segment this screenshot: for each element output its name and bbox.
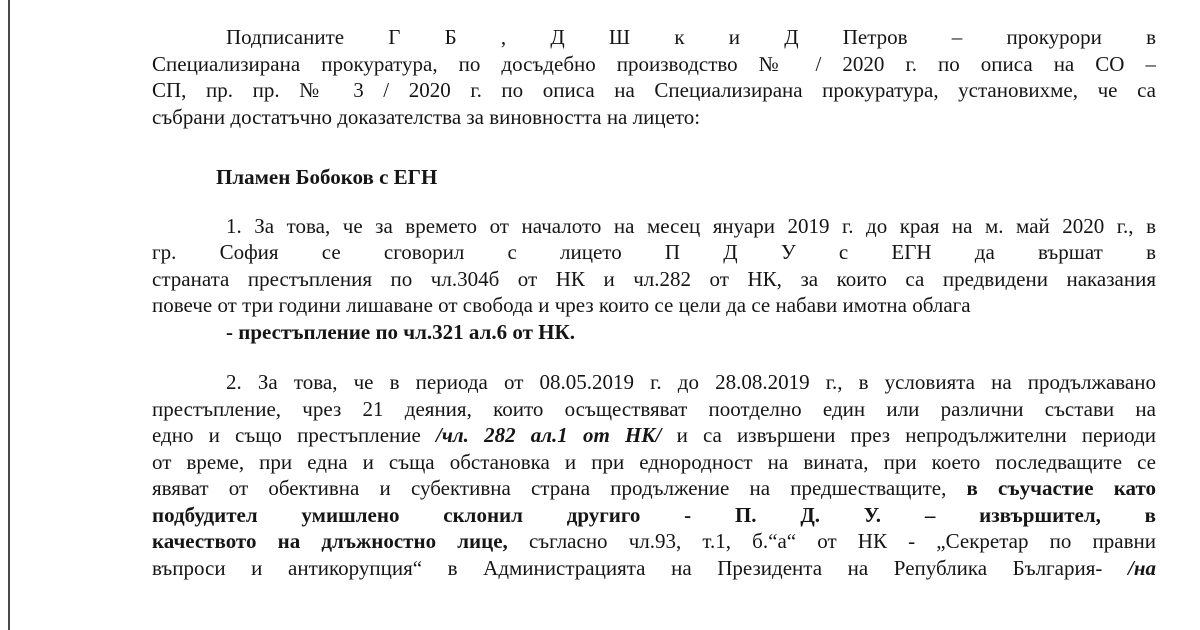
item2-line-8-text-a: въпроси и антикорупция“ в Администрацията на Президента на Република България-: [152, 555, 1128, 580]
item2-line-5: [152, 475, 1156, 502]
item1-line-1: 1. За това, че за времето от началото на месец януари 2019 г. до края на м. май 2020 г., в: [226, 213, 1156, 238]
item2-line-7: [152, 528, 1156, 555]
item2-line-8: [152, 555, 1156, 582]
item2-line-7-text-b: съгласно чл.93, т.1, б.“а“ от НК - „Секретар по правни: [507, 529, 1156, 553]
charge-item-1: [152, 213, 1156, 346]
item1-line-3: страната престъпления по чл.304б от НК и чл.282 от НК, за които са предвидени наказания: [152, 266, 1156, 291]
intro-line-2: Специализирана прокуратура, по досъдебно производство № / 2020 г. по описа на СО –: [152, 51, 1156, 76]
item1-line-2: гр. София се сговорил с лицето П Д У с ЕГН да вършат в: [152, 240, 1156, 264]
item2-line-5-emphasis: в съучастие като: [966, 476, 1156, 500]
document-body: [152, 24, 1156, 581]
item1-line-4: повече от три години лишаване от свобода и чрез които се цели да се набави имотна облага: [152, 293, 971, 317]
item2-line-4: от време, при една и съща обстановка и при еднородност на вината, при което последващите се: [152, 449, 1156, 474]
page-left-border: [8, 0, 10, 630]
item2-line-3-law-reference: /чл. 282 ал.1 от НК/: [436, 423, 662, 447]
intro-line-3: СП, пр. пр. № 3 / 2020 г. по описа на Специализирана прокуратура, установихме, че са: [152, 78, 1156, 102]
item1-crime-qualification: - престъпление по чл.321 ал.6 от НК.: [226, 319, 575, 344]
accused-name-line: Пламен Бобоков с ЕГН: [216, 165, 438, 189]
item2-line-8-emphasis: /на: [1128, 555, 1156, 580]
item2-line-3: [152, 422, 1156, 449]
intro-line-1: Подписаните Г Б , Д Ш к и Д Петров – прокурори в: [226, 25, 1156, 49]
item2-line-2: престъпление, чрез 21 деяния, които осъществяват поотделно един или различни състави на: [152, 396, 1156, 421]
item2-line-1: 2. За това, че в периода от 08.05.2019 г. до 28.08.2019 г., в условията на продължавано: [226, 370, 1156, 394]
item2-line-6: подбудител умишлено склонил другиго - П. Д. У. – извършител, в: [152, 502, 1156, 527]
charge-item-2: [152, 369, 1156, 581]
item2-line-3-text-c: и са извършени през непродължителни периоди: [661, 423, 1156, 447]
item2-line-5-text-a: явяват от обективна и субективна страна продължение на предшестващите,: [152, 476, 967, 500]
item2-line-7-emphasis: качеството на длъжностно лице,: [152, 529, 508, 553]
intro-paragraph: [152, 24, 1156, 130]
intro-line-4: събрани достатъчно доказателства за виновността на лицето:: [152, 104, 701, 129]
item2-line-3-text-a: едно и също престъпление: [152, 423, 437, 447]
